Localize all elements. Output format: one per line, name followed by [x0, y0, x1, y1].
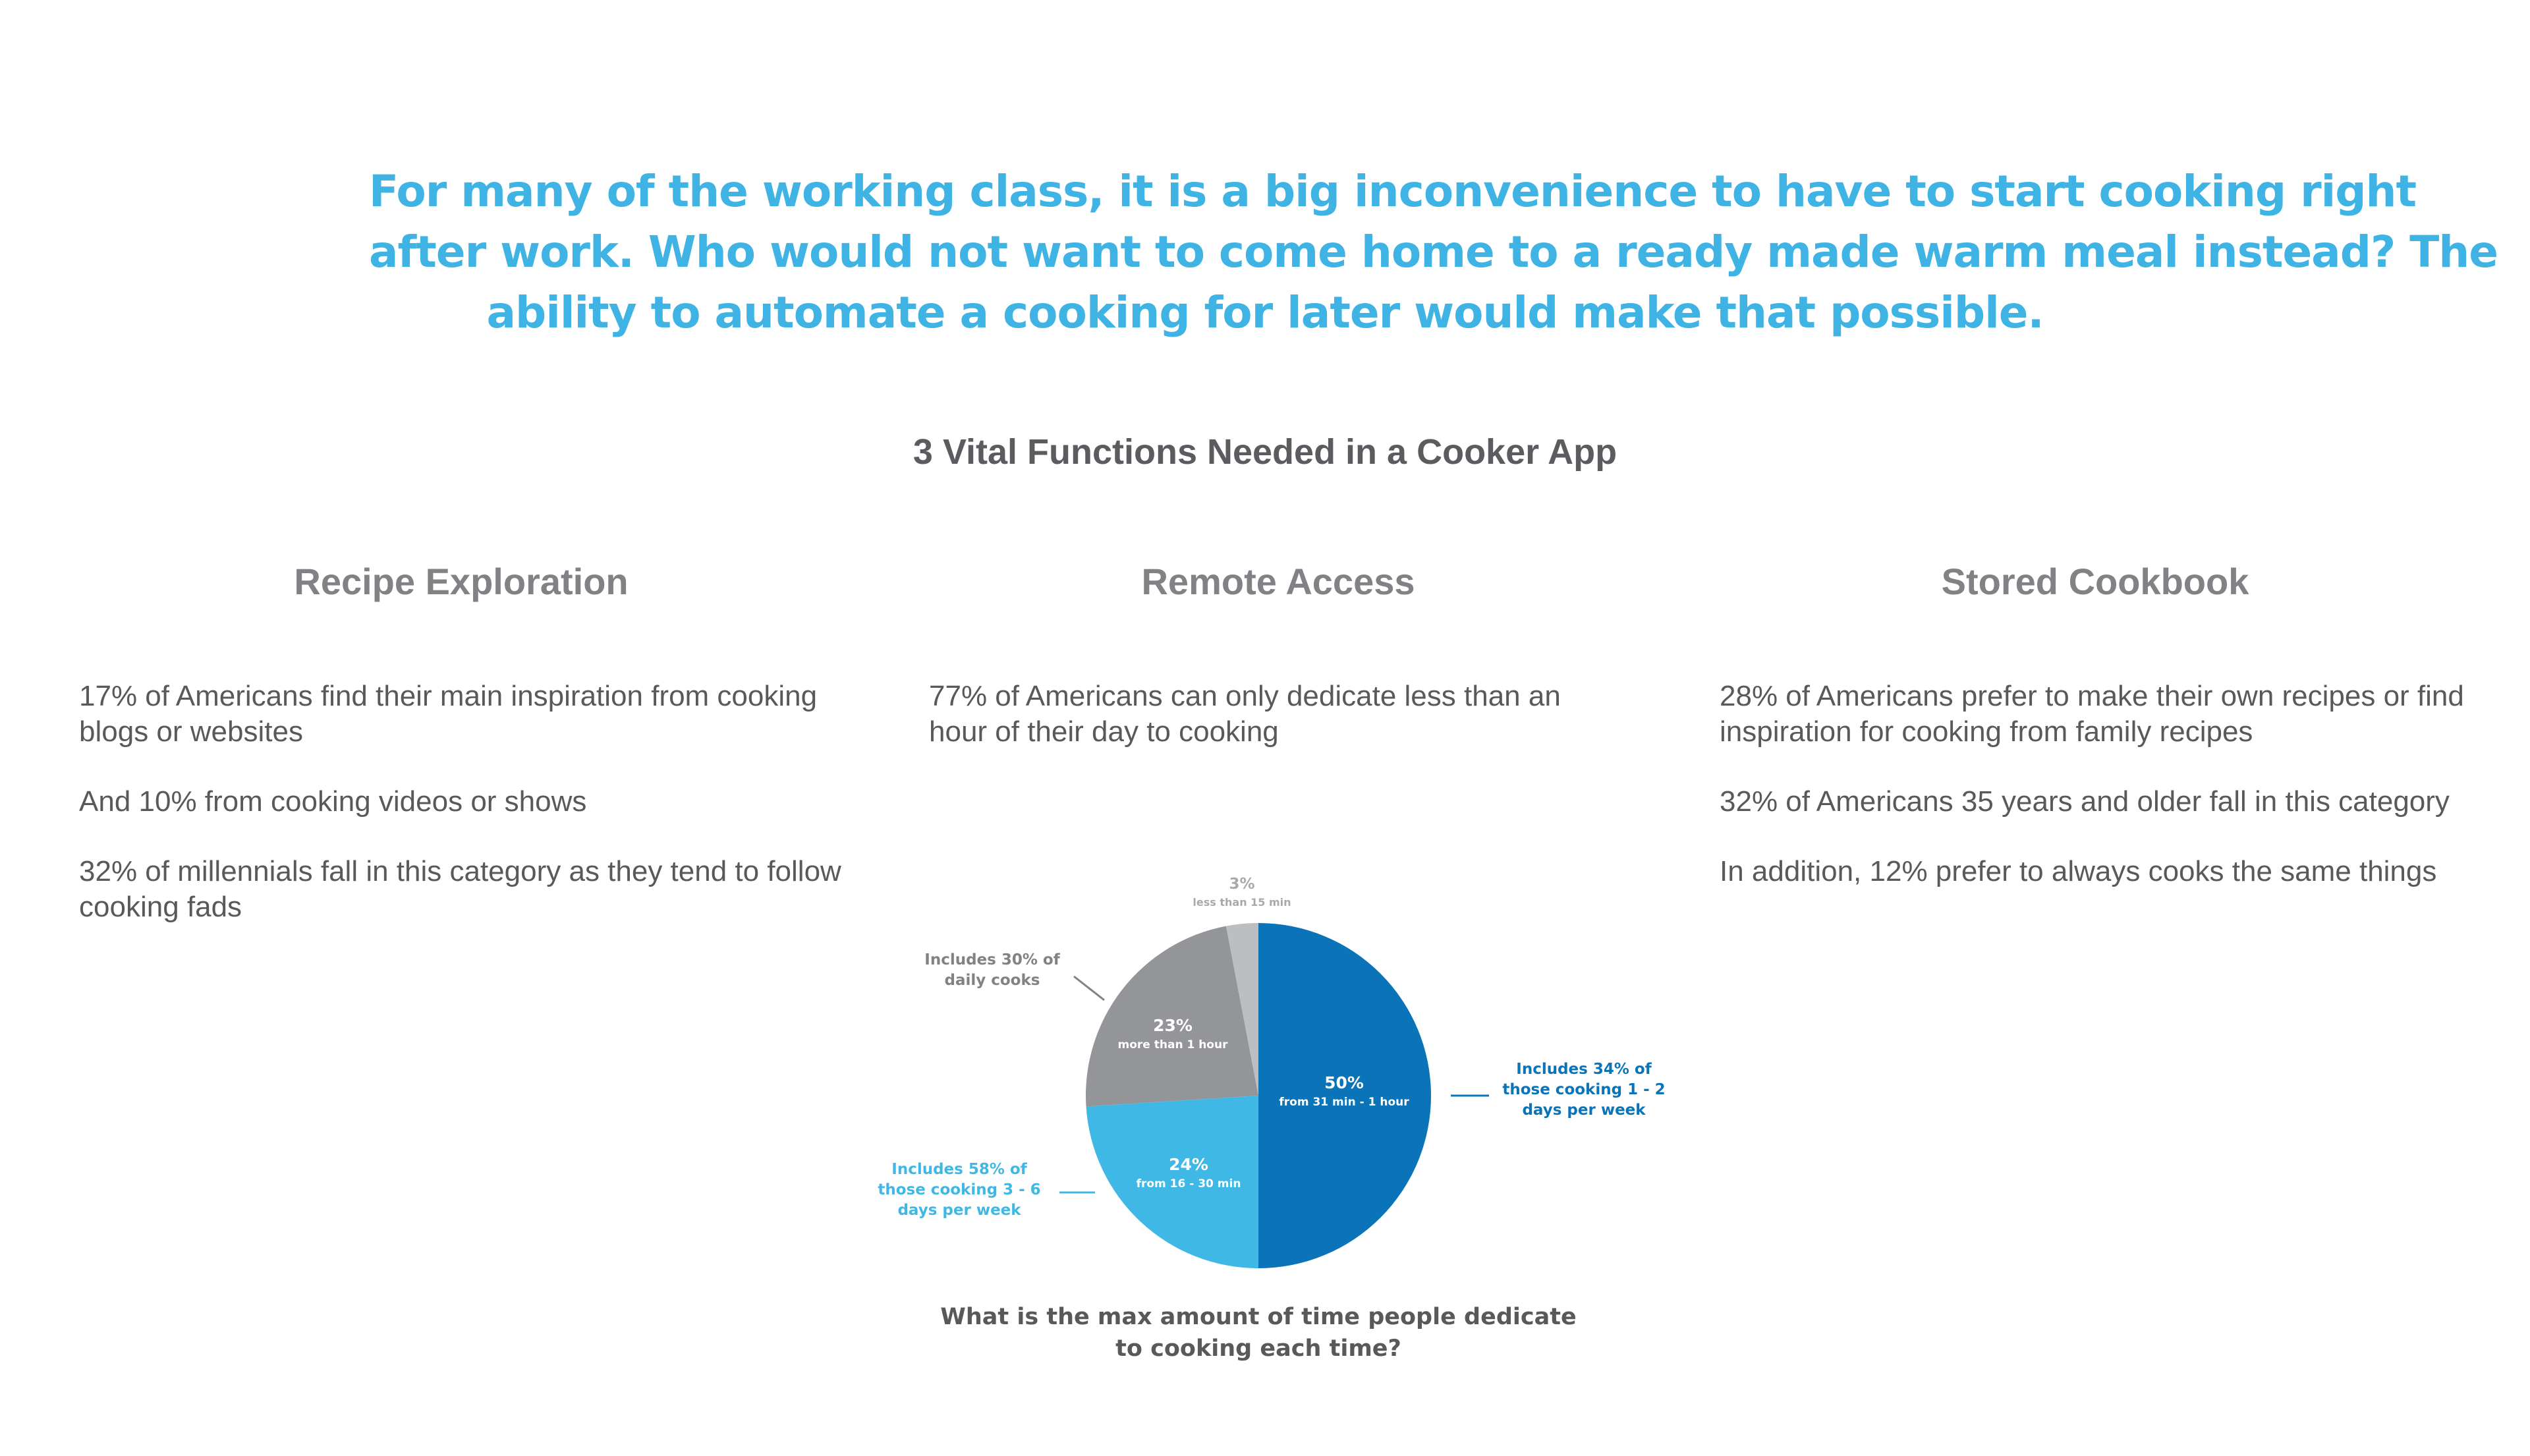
slice-percent-label: 3%	[1229, 876, 1255, 893]
stat-paragraph: 17% of Americans find their main inspiration from cooking blogs or websites	[79, 680, 818, 748]
slice-callout-text: days per week	[1522, 1102, 1646, 1119]
slice-range-label: more than 1 hour	[1117, 1038, 1228, 1051]
stat-paragraph: In addition, 12% prefer to always cooks the same things	[1720, 855, 2437, 887]
heading-recipe-exploration: Recipe Exploration	[294, 561, 629, 602]
stat-paragraph: 28% of Americans prefer to make their own recipes or find inspiration for cooking from family recipes	[1720, 680, 2464, 748]
slice-callout-text: Includes 30% of	[924, 951, 1060, 968]
heading-remote-access: Remote Access	[1141, 561, 1415, 602]
slice-percent-label: 24%	[1169, 1155, 1208, 1174]
slice-percent-label: 50%	[1324, 1073, 1364, 1092]
slice-callout-text: daily cooks	[944, 972, 1040, 989]
stat-paragraph: 32% of Americans 35 years and older fall in this category	[1720, 785, 2450, 818]
heading-stored-cookbook: Stored Cookbook	[1941, 561, 2249, 602]
slice-callout-text: Includes 58% of	[891, 1161, 1027, 1178]
slice-percent-label: 23%	[1153, 1016, 1193, 1035]
intro-line: ability to automate a cooking for later would make that possible.	[486, 287, 2044, 338]
slice-callout-text: those cooking 3 - 6	[878, 1181, 1041, 1198]
intro-line: after work. Who would not want to come home to a ready made warm meal instead? The	[369, 227, 2498, 277]
slice-range-label: from 31 min - 1 hour	[1279, 1096, 1409, 1109]
section-title: 3 Vital Functions Needed in a Cooker App	[913, 432, 1617, 472]
chart-title: What is the max amount of time people dedicate to cooking each time?	[940, 1304, 1577, 1362]
slice-range-label: from 16 - 30 min	[1136, 1177, 1241, 1190]
slice-callout-text: days per week	[897, 1202, 1021, 1219]
stat-paragraph: 32% of millennials fall in this category as they tend to follow cooking fads	[79, 855, 841, 923]
intro-line: For many of the working class, it is a big inconvenience to have to start cooking right	[369, 166, 2417, 217]
slice-callout-text: those cooking 1 - 2	[1502, 1081, 1666, 1098]
stat-paragraph: And 10% from cooking videos or shows	[79, 785, 587, 818]
slice-callout-text: Includes 34% of	[1516, 1061, 1652, 1078]
slice-range-label: less than 15 min	[1193, 896, 1291, 909]
callout-leader-line	[1074, 976, 1104, 1000]
stat-paragraph: 77% of Americans can only dedicate less than an hour of their day to cooking	[929, 680, 1561, 748]
